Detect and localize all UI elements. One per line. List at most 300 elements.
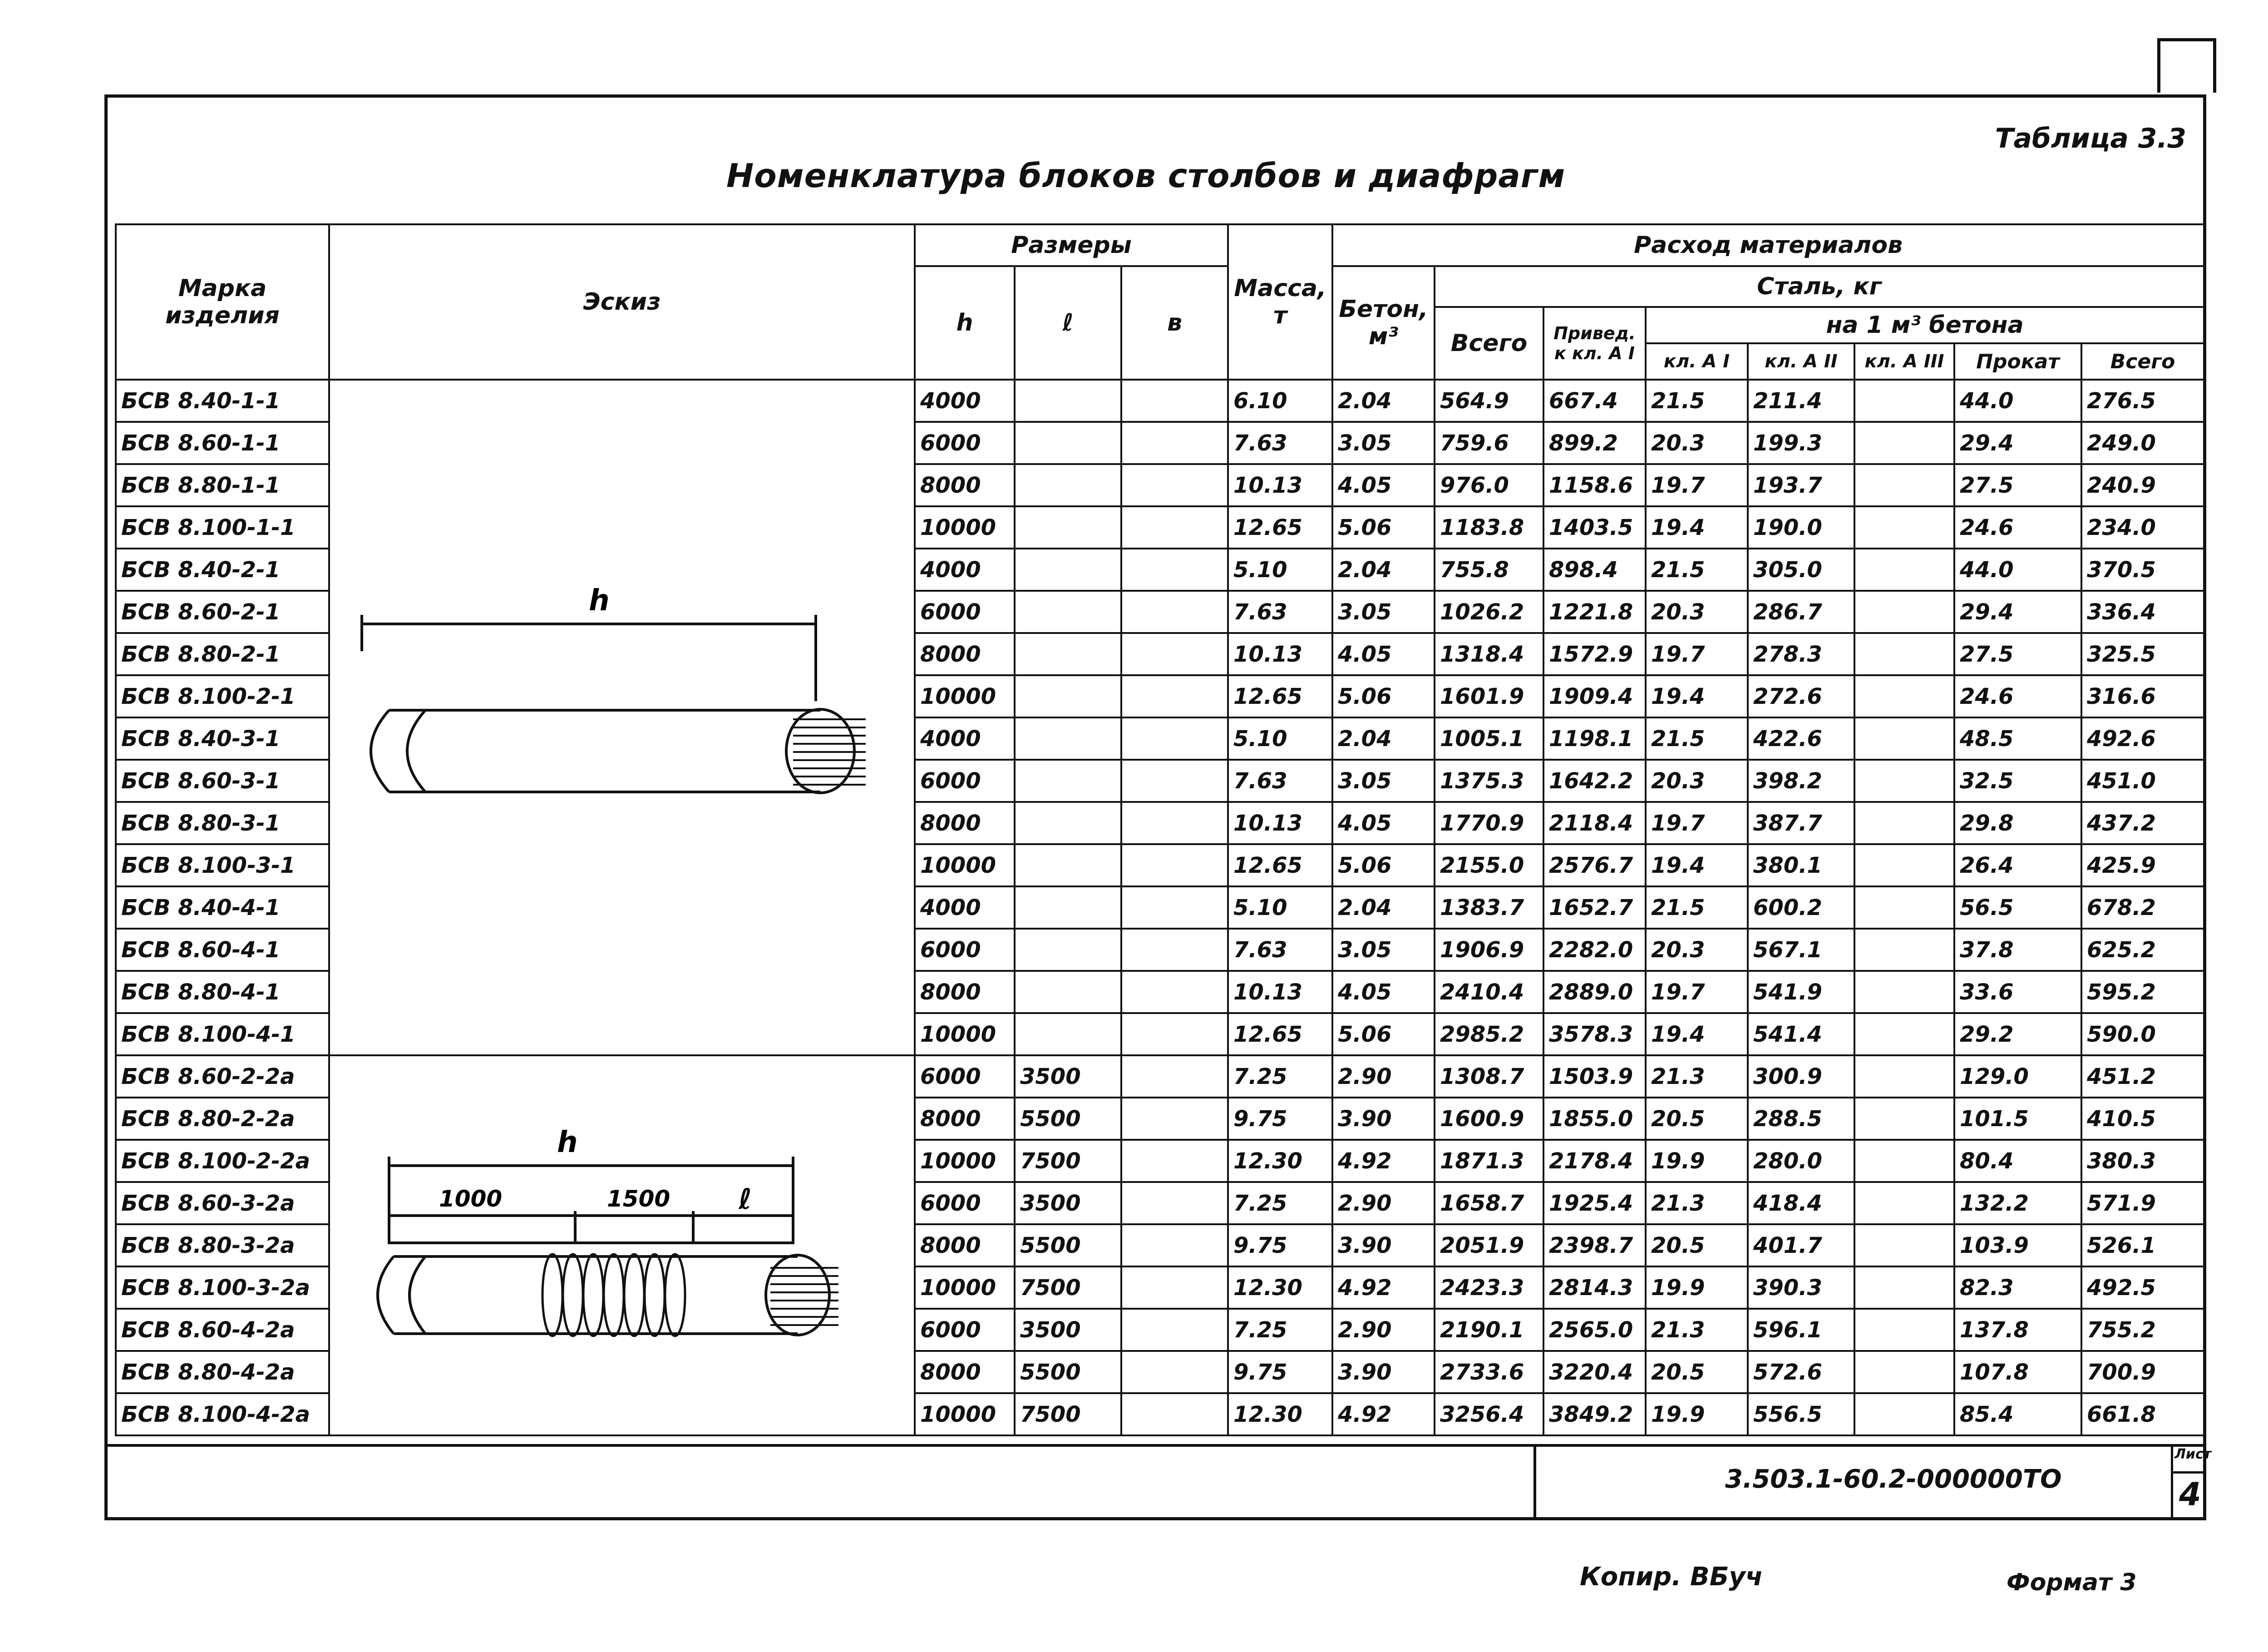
cell-reduced: 3578.3 [1543, 1013, 1646, 1055]
bottom-strip-line [104, 1444, 2206, 1447]
cell-total: 1308.7 [1435, 1055, 1543, 1098]
cell-rolled: 32.5 [1954, 760, 2081, 802]
cell-mass: 7.25 [1228, 1182, 1332, 1224]
cell-l [1015, 549, 1121, 591]
cell-a2: 190.0 [1748, 506, 1854, 549]
cell-reduced: 898.4 [1543, 549, 1646, 591]
cell-total: 2190.1 [1435, 1309, 1543, 1351]
cell-mass: 5.10 [1228, 717, 1332, 760]
cell-rolled: 80.4 [1954, 1140, 2081, 1182]
cell-total2: 437.2 [2081, 802, 2204, 844]
cell-reduced: 2282.0 [1543, 929, 1646, 971]
cell-b [1121, 1351, 1228, 1393]
cell-b [1121, 1140, 1228, 1182]
cell-concrete: 2.04 [1332, 380, 1435, 422]
cell-rolled: 44.0 [1954, 380, 2081, 422]
cell-total: 1383.7 [1435, 886, 1543, 929]
cell-h: 4000 [915, 717, 1015, 760]
header-a1: кл. А I [1646, 343, 1748, 380]
cell-total: 3256.4 [1435, 1393, 1543, 1435]
cell-total2: 678.2 [2081, 886, 2204, 929]
cell-total2: 240.9 [2081, 464, 2204, 506]
cell-a2: 422.6 [1748, 717, 1854, 760]
row-mark: БСВ 8.40-1-1 [116, 380, 329, 422]
cell-rolled: 29.4 [1954, 591, 2081, 633]
frame-corner-box [2157, 38, 2216, 93]
header-total: Всего [1435, 307, 1543, 380]
cell-concrete: 5.06 [1332, 675, 1435, 717]
cell-a1: 19.4 [1646, 1013, 1748, 1055]
cell-reduced: 899.2 [1543, 422, 1646, 464]
cell-mass: 7.63 [1228, 760, 1332, 802]
cell-mass: 9.75 [1228, 1224, 1332, 1266]
cell-l [1015, 802, 1121, 844]
cell-mass: 5.10 [1228, 886, 1332, 929]
cell-l [1015, 886, 1121, 929]
copier-signature: Копир. ВБуч [1580, 1562, 1763, 1592]
cell-reduced: 1855.0 [1543, 1098, 1646, 1140]
cell-concrete: 4.92 [1332, 1393, 1435, 1435]
row-mark: БСВ 8.40-2-1 [116, 549, 329, 591]
cell-a3 [1854, 760, 1954, 802]
cell-concrete: 2.90 [1332, 1182, 1435, 1224]
cell-a3 [1854, 1140, 1954, 1182]
cell-concrete: 2.04 [1332, 549, 1435, 591]
sketch-label-h2: h [557, 1125, 578, 1159]
cell-a3 [1854, 1266, 1954, 1309]
cell-b [1121, 886, 1228, 929]
cell-concrete: 3.90 [1332, 1098, 1435, 1140]
header-concrete: Бетон, м³ [1332, 266, 1435, 380]
cell-total2: 451.0 [2081, 760, 2204, 802]
cell-mass: 10.13 [1228, 802, 1332, 844]
cell-rolled: 24.6 [1954, 675, 2081, 717]
cell-mass: 10.13 [1228, 633, 1332, 675]
cell-rolled: 29.8 [1954, 802, 2081, 844]
row-mark: БСВ 8.60-4-2а [116, 1309, 329, 1351]
cell-b [1121, 422, 1228, 464]
bottom-divider [1533, 1444, 1536, 1520]
cell-a3 [1854, 1351, 1954, 1393]
cell-h: 10000 [915, 1266, 1015, 1309]
cell-mass: 7.63 [1228, 929, 1332, 971]
cell-a2: 567.1 [1748, 929, 1854, 971]
nomenclature-table [115, 223, 2205, 1436]
cell-l: 3500 [1015, 1309, 1121, 1351]
cell-b [1121, 506, 1228, 549]
cell-b [1121, 971, 1228, 1013]
cell-total2: 492.6 [2081, 717, 2204, 760]
cell-b [1121, 1224, 1228, 1266]
cell-concrete: 3.90 [1332, 1224, 1435, 1266]
cell-a2: 211.4 [1748, 380, 1854, 422]
cell-rolled: 37.8 [1954, 929, 2081, 971]
cell-b [1121, 464, 1228, 506]
page-title: Номенклатура блоков столбов и диафрагм [726, 157, 1566, 195]
header-sizes: Размеры [915, 224, 1228, 266]
cell-concrete: 4.92 [1332, 1140, 1435, 1182]
cell-a2: 193.7 [1748, 464, 1854, 506]
cell-rolled: 103.9 [1954, 1224, 2081, 1266]
cell-concrete: 3.05 [1332, 422, 1435, 464]
cell-b [1121, 929, 1228, 971]
cell-h: 10000 [915, 675, 1015, 717]
cell-mass: 9.75 [1228, 1351, 1332, 1393]
cell-a2: 418.4 [1748, 1182, 1854, 1224]
cell-b [1121, 549, 1228, 591]
cell-a2: 572.6 [1748, 1351, 1854, 1393]
cell-total2: 661.8 [2081, 1393, 2204, 1435]
cell-h: 10000 [915, 1013, 1015, 1055]
sheet-label: Лист [2174, 1446, 2212, 1462]
cell-total2: 595.2 [2081, 971, 2204, 1013]
cell-a3 [1854, 929, 1954, 971]
cell-mass: 12.65 [1228, 1013, 1332, 1055]
cell-a1: 20.3 [1646, 929, 1748, 971]
cell-reduced: 1403.5 [1543, 506, 1646, 549]
cell-total: 1026.2 [1435, 591, 1543, 633]
cell-total: 2051.9 [1435, 1224, 1543, 1266]
row-mark: БСВ 8.100-1-1 [116, 506, 329, 549]
cell-a3 [1854, 1013, 1954, 1055]
cell-rolled: 29.2 [1954, 1013, 2081, 1055]
cell-total2: 425.9 [2081, 844, 2204, 886]
cell-rolled: 107.8 [1954, 1351, 2081, 1393]
cell-a1: 19.4 [1646, 675, 1748, 717]
cell-a3 [1854, 1309, 1954, 1351]
cell-a1: 21.5 [1646, 549, 1748, 591]
cell-mass: 10.13 [1228, 464, 1332, 506]
cell-a1: 19.7 [1646, 633, 1748, 675]
row-mark: БСВ 8.80-4-2а [116, 1351, 329, 1393]
cell-reduced: 1158.6 [1543, 464, 1646, 506]
cell-total: 1005.1 [1435, 717, 1543, 760]
cell-a3 [1854, 844, 1954, 886]
cell-mass: 10.13 [1228, 971, 1332, 1013]
cell-total2: 590.0 [2081, 1013, 2204, 1055]
cell-concrete: 5.06 [1332, 506, 1435, 549]
cell-concrete: 2.04 [1332, 886, 1435, 929]
cell-total: 1906.9 [1435, 929, 1543, 971]
cell-mass: 7.63 [1228, 422, 1332, 464]
cell-reduced: 3849.2 [1543, 1393, 1646, 1435]
cell-concrete: 4.05 [1332, 802, 1435, 844]
cell-rolled: 27.5 [1954, 633, 2081, 675]
cell-mass: 7.25 [1228, 1309, 1332, 1351]
cell-l [1015, 717, 1121, 760]
sketch-label-1500: 1500 [607, 1185, 671, 1212]
cell-a1: 19.9 [1646, 1140, 1748, 1182]
table-row [116, 1055, 2204, 1098]
cell-total2: 380.3 [2081, 1140, 2204, 1182]
cell-a3 [1854, 633, 1954, 675]
cell-a2: 278.3 [1748, 633, 1854, 675]
header-steel: Сталь, кг [1435, 266, 2204, 307]
cell-a2: 305.0 [1748, 549, 1854, 591]
row-mark: БСВ 8.80-2-2а [116, 1098, 329, 1140]
cell-total2: 526.1 [2081, 1224, 2204, 1266]
cell-reduced: 2118.4 [1543, 802, 1646, 844]
cell-a3 [1854, 1055, 1954, 1098]
cell-h: 10000 [915, 506, 1015, 549]
cell-rolled: 48.5 [1954, 717, 2081, 760]
cell-h: 6000 [915, 1182, 1015, 1224]
cell-b [1121, 1393, 1228, 1435]
cell-concrete: 5.06 [1332, 1013, 1435, 1055]
header-reduced: Привед. к кл. А I [1543, 307, 1646, 380]
cell-mass: 12.65 [1228, 675, 1332, 717]
cell-a3 [1854, 971, 1954, 1013]
cell-rolled: 85.4 [1954, 1393, 2081, 1435]
cell-a2: 199.3 [1748, 422, 1854, 464]
cell-a1: 19.7 [1646, 464, 1748, 506]
cell-a1: 19.4 [1646, 506, 1748, 549]
cell-total: 1658.7 [1435, 1182, 1543, 1224]
cell-total: 976.0 [1435, 464, 1543, 506]
cell-a2: 541.9 [1748, 971, 1854, 1013]
cell-h: 6000 [915, 591, 1015, 633]
header-rolled: Прокат [1954, 343, 2081, 380]
cell-b [1121, 844, 1228, 886]
cell-a2: 600.2 [1748, 886, 1854, 929]
cell-a3 [1854, 549, 1954, 591]
cell-a1: 21.5 [1646, 380, 1748, 422]
cell-mass: 7.63 [1228, 591, 1332, 633]
cell-a1: 20.5 [1646, 1224, 1748, 1266]
cell-l: 7500 [1015, 1140, 1121, 1182]
cell-b [1121, 380, 1228, 422]
cell-b [1121, 1098, 1228, 1140]
cell-reduced: 2398.7 [1543, 1224, 1646, 1266]
header-a2: кл. А II [1748, 343, 1854, 380]
cell-rolled: 26.4 [1954, 844, 2081, 886]
cell-reduced: 1652.7 [1543, 886, 1646, 929]
cell-total2: 316.6 [2081, 675, 2204, 717]
cell-a1: 19.9 [1646, 1266, 1748, 1309]
header-h: h [915, 266, 1015, 380]
cell-total: 2410.4 [1435, 971, 1543, 1013]
cell-a1: 20.3 [1646, 591, 1748, 633]
cell-concrete: 3.90 [1332, 1351, 1435, 1393]
cell-a1: 20.5 [1646, 1098, 1748, 1140]
cell-a3 [1854, 464, 1954, 506]
cell-total: 2423.3 [1435, 1266, 1543, 1309]
row-mark: БСВ 8.60-3-1 [116, 760, 329, 802]
cell-reduced: 1642.2 [1543, 760, 1646, 802]
cell-a3 [1854, 506, 1954, 549]
cell-total: 1318.4 [1435, 633, 1543, 675]
cell-b [1121, 1013, 1228, 1055]
cell-h: 6000 [915, 929, 1015, 971]
row-mark: БСВ 8.80-3-1 [116, 802, 329, 844]
header-mark: Марка изделия [116, 224, 329, 380]
cell-l: 5500 [1015, 1351, 1121, 1393]
row-mark: БСВ 8.100-4-2а [116, 1393, 329, 1435]
cell-l [1015, 760, 1121, 802]
header-sketch: Эскиз [329, 224, 915, 380]
format-label: Формат 3 [2007, 1569, 2137, 1596]
cell-total2: 571.9 [2081, 1182, 2204, 1224]
row-mark: БСВ 8.100-3-1 [116, 844, 329, 886]
cell-l [1015, 633, 1121, 675]
cell-a3 [1854, 591, 1954, 633]
cell-b [1121, 1182, 1228, 1224]
cell-l [1015, 506, 1121, 549]
cell-l: 5500 [1015, 1098, 1121, 1140]
cell-l [1015, 929, 1121, 971]
cell-b [1121, 1055, 1228, 1098]
cell-a2: 390.3 [1748, 1266, 1854, 1309]
cell-h: 8000 [915, 464, 1015, 506]
cell-b [1121, 1309, 1228, 1351]
cell-a2: 387.7 [1748, 802, 1854, 844]
cell-total2: 625.2 [2081, 929, 2204, 971]
row-mark: БСВ 8.100-4-1 [116, 1013, 329, 1055]
cell-rolled: 132.2 [1954, 1182, 2081, 1224]
cell-a1: 21.3 [1646, 1309, 1748, 1351]
cell-h: 10000 [915, 1393, 1015, 1435]
cell-a3 [1854, 1224, 1954, 1266]
row-mark: БСВ 8.40-4-1 [116, 886, 329, 929]
cell-a1: 19.9 [1646, 1393, 1748, 1435]
row-mark: БСВ 8.60-2-2а [116, 1055, 329, 1098]
cell-total: 755.8 [1435, 549, 1543, 591]
cell-rolled: 101.5 [1954, 1098, 2081, 1140]
cell-a1: 20.3 [1646, 422, 1748, 464]
cell-a2: 300.9 [1748, 1055, 1854, 1098]
cell-mass: 9.75 [1228, 1098, 1332, 1140]
row-mark: БСВ 8.80-3-2а [116, 1224, 329, 1266]
cell-h: 8000 [915, 1351, 1015, 1393]
header-l: ℓ [1015, 266, 1121, 380]
header-mass: Масса, т [1228, 224, 1332, 380]
cell-a3 [1854, 1182, 1954, 1224]
cell-a3 [1854, 380, 1954, 422]
cell-total2: 370.5 [2081, 549, 2204, 591]
cell-l: 7500 [1015, 1266, 1121, 1309]
document-code: 3.503.1-60.2-000000ТО [1725, 1464, 2062, 1494]
row-mark: БСВ 8.80-2-1 [116, 633, 329, 675]
cell-mass: 6.10 [1228, 380, 1332, 422]
cell-concrete: 4.05 [1332, 971, 1435, 1013]
cell-total: 1871.3 [1435, 1140, 1543, 1182]
header-a3: кл. А III [1854, 343, 1954, 380]
cell-total2: 755.2 [2081, 1309, 2204, 1351]
cell-b [1121, 591, 1228, 633]
cell-a2: 380.1 [1748, 844, 1854, 886]
cell-a1: 21.5 [1646, 717, 1748, 760]
cell-l [1015, 971, 1121, 1013]
sheet-number: 4 [2179, 1476, 2201, 1513]
cell-b [1121, 802, 1228, 844]
row-mark: БСВ 8.60-4-1 [116, 929, 329, 971]
cell-a3 [1854, 1098, 1954, 1140]
cell-a3 [1854, 717, 1954, 760]
cell-total: 2985.2 [1435, 1013, 1543, 1055]
cell-total2: 410.5 [2081, 1098, 2204, 1140]
cell-a2: 286.7 [1748, 591, 1854, 633]
cell-total2: 492.5 [2081, 1266, 2204, 1309]
row-mark: БСВ 8.100-2-2а [116, 1140, 329, 1182]
cell-a2: 401.7 [1748, 1224, 1854, 1266]
cell-mass: 7.25 [1228, 1055, 1332, 1098]
cell-mass: 12.65 [1228, 506, 1332, 549]
cell-a3 [1854, 422, 1954, 464]
cell-a1: 20.3 [1646, 760, 1748, 802]
cell-rolled: 82.3 [1954, 1266, 2081, 1309]
cell-rolled: 33.6 [1954, 971, 2081, 1013]
cell-l [1015, 675, 1121, 717]
cell-h: 8000 [915, 971, 1015, 1013]
cell-h: 6000 [915, 422, 1015, 464]
cell-total: 1600.9 [1435, 1098, 1543, 1140]
cell-total2: 249.0 [2081, 422, 2204, 464]
cell-concrete: 4.05 [1332, 633, 1435, 675]
cell-reduced: 1221.8 [1543, 591, 1646, 633]
cell-reduced: 1198.1 [1543, 717, 1646, 760]
cell-reduced: 1572.9 [1543, 633, 1646, 675]
cell-rolled: 24.6 [1954, 506, 2081, 549]
cell-concrete: 2.04 [1332, 717, 1435, 760]
cell-h: 8000 [915, 1224, 1015, 1266]
cell-concrete: 3.05 [1332, 591, 1435, 633]
cell-l [1015, 591, 1121, 633]
cell-l [1015, 422, 1121, 464]
row-mark: БСВ 8.100-3-2а [116, 1266, 329, 1309]
column-sketch-2 [335, 1061, 915, 1424]
cell-a2: 541.4 [1748, 1013, 1854, 1055]
table-row [116, 380, 2204, 422]
cell-l: 5500 [1015, 1224, 1121, 1266]
cell-a3 [1854, 886, 1954, 929]
cell-h: 4000 [915, 886, 1015, 929]
header-total2: Всего [2081, 343, 2204, 380]
cell-mass: 12.30 [1228, 1140, 1332, 1182]
cell-concrete: 4.92 [1332, 1266, 1435, 1309]
cell-h: 6000 [915, 1055, 1015, 1098]
row-mark: БСВ 8.60-3-2а [116, 1182, 329, 1224]
cell-a1: 19.7 [1646, 802, 1748, 844]
cell-rolled: 29.4 [1954, 422, 2081, 464]
row-mark: БСВ 8.60-1-1 [116, 422, 329, 464]
sketch-column-plain [329, 380, 915, 1055]
sketch-label-l: ℓ [739, 1182, 752, 1216]
cell-h: 8000 [915, 1098, 1015, 1140]
cell-l: 3500 [1015, 1055, 1121, 1098]
cell-reduced: 1925.4 [1543, 1182, 1646, 1224]
cell-a1: 19.4 [1646, 844, 1748, 886]
cell-h: 4000 [915, 549, 1015, 591]
cell-total: 564.9 [1435, 380, 1543, 422]
cell-mass: 5.10 [1228, 549, 1332, 591]
cell-total: 1770.9 [1435, 802, 1543, 844]
row-mark: БСВ 8.80-1-1 [116, 464, 329, 506]
cell-a2: 556.5 [1748, 1393, 1854, 1435]
cell-total: 759.6 [1435, 422, 1543, 464]
cell-h: 6000 [915, 760, 1015, 802]
cell-reduced: 2814.3 [1543, 1266, 1646, 1309]
cell-a2: 272.6 [1748, 675, 1854, 717]
cell-h: 6000 [915, 1309, 1015, 1351]
cell-total2: 276.5 [2081, 380, 2204, 422]
cell-a1: 21.5 [1646, 886, 1748, 929]
cell-reduced: 2576.7 [1543, 844, 1646, 886]
cell-h: 8000 [915, 633, 1015, 675]
sketch-column-banded [329, 1055, 915, 1435]
cell-a1: 20.5 [1646, 1351, 1748, 1393]
cell-h: 4000 [915, 380, 1015, 422]
cell-concrete: 4.05 [1332, 464, 1435, 506]
